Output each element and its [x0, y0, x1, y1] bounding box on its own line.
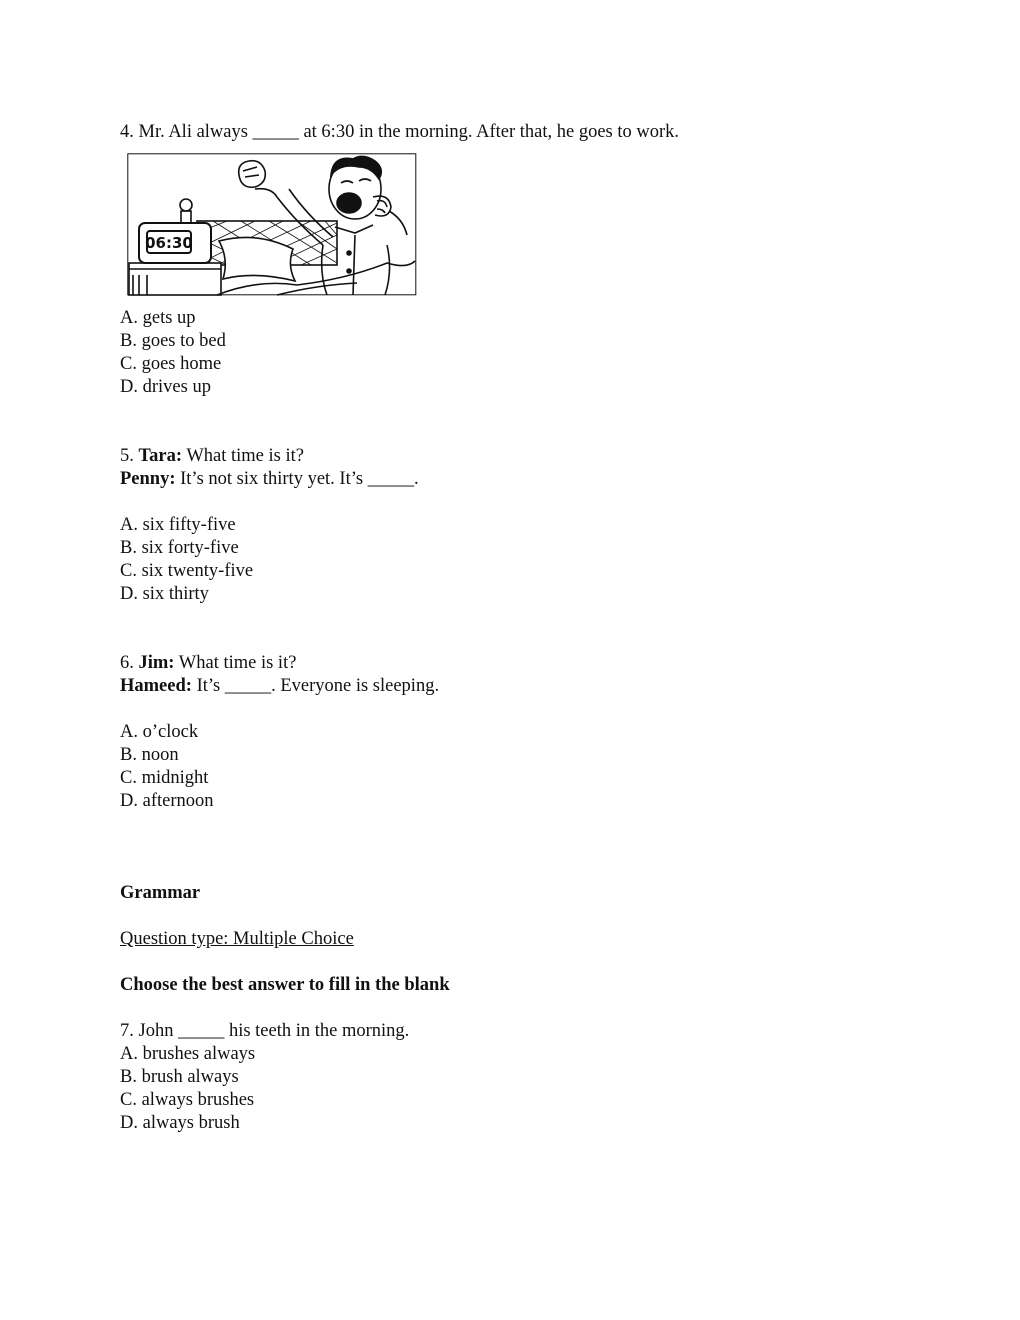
- q4-option-d: D. drives up: [120, 377, 211, 397]
- q6-option-c: C. midnight: [120, 768, 209, 788]
- question-number: 6.: [120, 653, 134, 673]
- q7-option-b: B. brush always: [120, 1067, 239, 1087]
- question-6-line-1: [120, 652, 296, 675]
- question-4-stem: 4. Mr. Ali always _____ at 6:30 in the morning. After that, he goes to work.: [120, 122, 680, 142]
- speaker-name: Hameed:: [120, 676, 192, 696]
- q5-option-a: A. six fifty-five: [120, 515, 236, 535]
- dialogue-text: What time is it?: [186, 446, 304, 466]
- q6-option-d: D. afternoon: [120, 791, 214, 811]
- instruction: [120, 974, 450, 997]
- question-number: 5.: [120, 446, 134, 466]
- question-7-stem: 7. John _____ his teeth in the morning.: [120, 1021, 410, 1041]
- man-waking-up-illustration: [127, 153, 417, 296]
- speaker-name: Tara:: [138, 446, 183, 466]
- dialogue-text: It’s _____. Everyone is sleeping.: [196, 676, 440, 696]
- q4-option-c: C. goes home: [120, 354, 222, 374]
- q4-option-b: B. goes to bed: [120, 331, 226, 351]
- q6-option-a: A. o’clock: [120, 722, 199, 742]
- q6-option-b: B. noon: [120, 745, 179, 765]
- dialogue-text: It’s not six thirty yet. It’s _____.: [180, 469, 419, 489]
- question-type-label: Question type: Multiple Choice: [120, 929, 354, 949]
- speaker-name: Jim:: [138, 653, 175, 673]
- q5-option-b: B. six forty-five: [120, 538, 239, 558]
- q5-option-d: D. six thirty: [120, 584, 209, 604]
- dialogue-text: What time is it?: [178, 653, 297, 673]
- q7-option-c: C. always brushes: [120, 1090, 255, 1110]
- section-heading: [120, 882, 200, 905]
- instruction-text: Choose the best answer to fill in the blank: [120, 975, 450, 995]
- q7-option-d: D. always brush: [120, 1113, 240, 1133]
- grammar-heading: Grammar: [120, 883, 201, 903]
- q7-option-a: A. brushes always: [120, 1044, 256, 1064]
- q5-option-c: C. six twenty-five: [120, 561, 254, 581]
- q4-option-a: A. gets up: [120, 308, 196, 328]
- question-6-line-2: [120, 675, 439, 698]
- question-5-line-1: [120, 445, 304, 468]
- clock-display: 06:30: [145, 234, 193, 252]
- question-5-line-2: [120, 468, 419, 491]
- speaker-name: Penny:: [120, 469, 176, 489]
